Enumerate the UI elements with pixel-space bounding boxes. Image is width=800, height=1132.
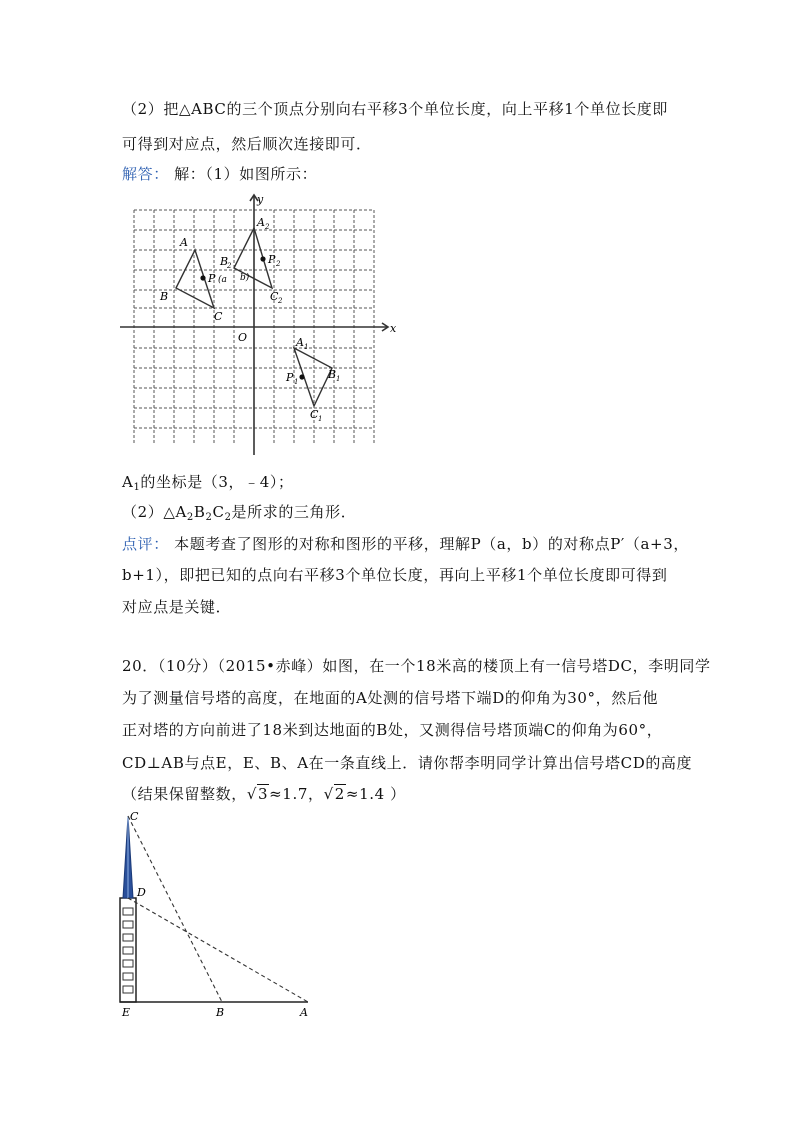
label-b: B: [216, 1006, 225, 1019]
label-p2: P: [268, 253, 276, 266]
paragraph-translation-step: （2）把△ABC的三个顶点分别向右平移3个单位长度，向上平移1个单位长度即: [122, 100, 668, 118]
label-pa: (a: [218, 275, 227, 285]
comment-line-1: 点评： 本题考查了图形的对称和图形的平移，理解P（a，b）的对称点P′（a+3，: [122, 535, 689, 553]
svg-text:2: 2: [227, 262, 232, 270]
answer-line: [122, 163, 317, 185]
coordinate-grid-figure: [120, 190, 410, 460]
svg-text:2: 2: [276, 260, 281, 268]
svg-text:1: 1: [294, 378, 299, 386]
y-axis-label: y: [257, 193, 264, 206]
x-axis-label: x: [390, 322, 397, 335]
svg-text:2: 2: [265, 223, 270, 231]
svg-text:1: 1: [336, 375, 341, 383]
point-p2: [260, 256, 265, 261]
svg-text:1: 1: [318, 415, 323, 423]
label-p: P: [208, 272, 216, 285]
sight-line-bc: [128, 816, 222, 1002]
question-20-line-4: CD⊥AB与点E，E、B、A在一条直线上．请你帮李明同学计算出信号塔CD的高度: [122, 754, 693, 772]
comment-line-3: 对应点是关键．: [122, 598, 232, 616]
question-20-line-1: 20．（10分）（2015•赤峰）如图，在一个18米高的楼顶上有一信号塔DC，李明同学: [122, 657, 711, 675]
answer-part2-line: $(2)\triangle A_2B_2C_2$是所求的三角形．: [122, 503, 357, 523]
label-c: C: [130, 810, 139, 823]
origin-label: O: [238, 331, 248, 344]
a1-coordinate-line: $A_1$的坐标是（3，﹣4）；: [122, 473, 294, 493]
sight-line-ad: [128, 898, 308, 1002]
label-d: D: [137, 886, 146, 899]
question-20-line-5: （结果保留整数，√3≈1.7，√2≈1.4 ）: [122, 785, 406, 803]
answer-label: 解答：: [122, 165, 169, 183]
label-b2: B: [220, 255, 229, 268]
svg-text:2: 2: [278, 297, 283, 305]
label-a: A: [180, 236, 188, 249]
label-pb: b): [240, 273, 250, 283]
question-20-line-3: 正对塔的方向前进了18米到达地面的B处，又测得信号塔顶端C的仰角为60°，: [122, 721, 663, 739]
comment-label: 点评：: [122, 535, 169, 553]
point-p1: [299, 374, 304, 379]
label-b1: B: [328, 368, 337, 381]
label-e: E: [122, 1006, 131, 1019]
label-a: A: [300, 1006, 308, 1019]
svg-text:1: 1: [304, 343, 309, 351]
label-c1: C: [310, 408, 319, 421]
label-c2: C: [270, 290, 279, 303]
answer-text: 解：（1）如图所示：: [168, 165, 318, 183]
comment-line-2: b+1），即把已知的点向右平移3个单位长度，再向上平移1个单位长度即可得到: [122, 566, 668, 584]
label-c: C: [214, 310, 223, 323]
tower-figure: [112, 808, 322, 1023]
paragraph-translation-step-cont: 可得到对应点，然后顺次连接即可．: [122, 135, 372, 153]
label-a1: A: [296, 336, 304, 349]
label-b: B: [160, 290, 169, 303]
point-p: [200, 275, 205, 280]
question-20-line-2: 为了测量信号塔的高度，在地面的A处测的信号塔下端D的仰角为30°，然后他: [122, 689, 659, 707]
label-a2: A: [257, 216, 265, 229]
label-p1: P: [286, 371, 294, 384]
